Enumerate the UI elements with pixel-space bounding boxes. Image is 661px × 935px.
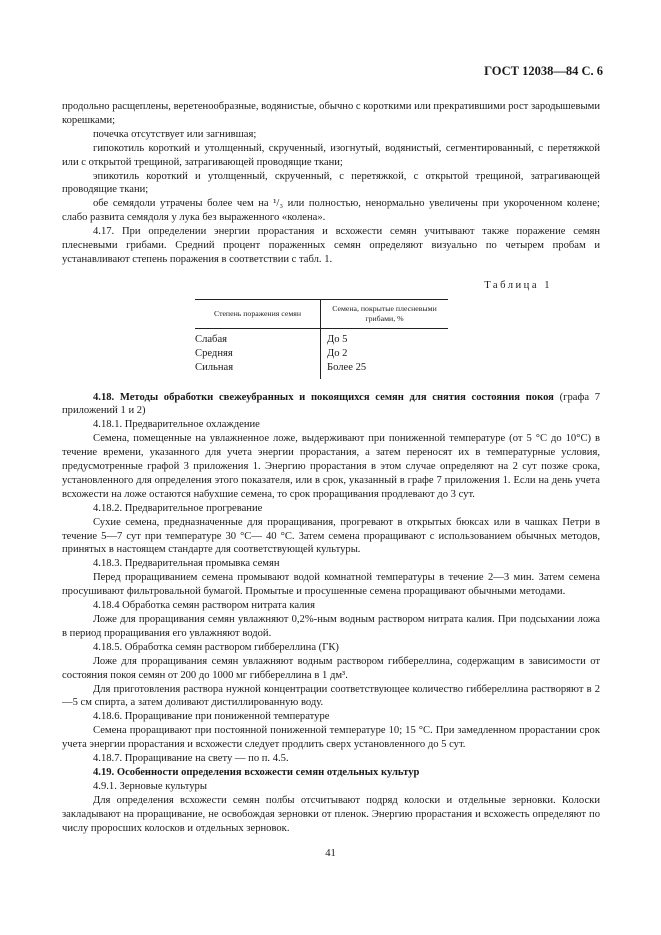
paragraph: Семена проращивают при постоянной пониженной температуре 10; 15 °С. При замедленном прорастании срок учета энергии прорастания и всхожести следует продлить сверх установленного до 5 сут. (62, 725, 600, 751)
table-header-percent: Семена, покрытые плесневыми грибами, % (321, 299, 449, 328)
section-heading-4-19: 4.19. Особенности определения всхожести семян отдельных культур (93, 766, 420, 778)
section-title-tail: (графа 7 приложений 1 и 2) (62, 391, 600, 417)
subsection-title: 4.18.7. Проращивание на свету — по п. 4.5. (93, 753, 289, 765)
table-row (195, 361, 448, 379)
paragraph: эпикотиль короткий и утолщенный, скрученный, с перетяжкой, с открытой трещиной, затрагивающей проводящие ткани; (62, 170, 600, 196)
section-heading-4-18 (62, 391, 600, 419)
table-cell-degree: Сильная (195, 361, 321, 379)
table-cell-value: До 2 (327, 347, 348, 359)
table-cell-value: До 5 (327, 333, 348, 345)
paragraph: Для приготовления раствора нужной концентрации соответствующее количество гиббереллина растворяют в 2—5 см спирта, а затем доливают дистиллированную воду. (62, 683, 600, 709)
paragraph: почечка отсутствует или загнившая; (93, 128, 257, 140)
paragraph: 4.17. При определении энергии прорастания и всхожести семян учитывают также поражение семян плесневыми грибами. Средний процент пораженных семян определяют визуально по четырем пробам и устанавливают степень поражения в соответствии с табл. 1. (62, 226, 600, 265)
table-cell-value: Более 25 (327, 361, 367, 373)
paragraph: Ложе для проращивания семян увлажняют водным раствором гиббереллина, содержащим в зависимости от состояния покоя семян от 200 до 1000 мг гиббереллина в 1 дм³. (62, 655, 600, 681)
table-cell-degree: Слабая (195, 328, 321, 346)
subsection-title: 4.18.3. Предварительная промывка семян (93, 558, 280, 570)
table-caption: Таблица 1 (484, 279, 552, 291)
paragraph: Сухие семена, предназначенные для проращивания, прогревают в открытых бюксах или в чашках Петри в течение 5—7 сут при температуре 30 °С— 40 °С. Затем семена проращивают с использованием обычных методов, принятых в настоящем стандарте для соответствующей культуры. (62, 516, 600, 556)
table-cell-degree: Средняя (195, 347, 321, 361)
section-title: 4.18. Методы обработки свежеубранных и покоящихся семян для снятия состояния покоя (93, 391, 554, 403)
page-number: 41 (325, 848, 336, 859)
subsection-title: 4.18.4 Обработка семян раствором нитрата калия (93, 600, 315, 612)
subsection-title: 4.18.1. Предварительное охлаждение (93, 419, 260, 431)
page-header: ГОСТ 12038—84 С. 6 (484, 64, 603, 78)
table-row (195, 328, 448, 346)
damage-table (195, 299, 448, 379)
paragraph: гипокотиль короткий и утолщенный, скрученный, изогнутый, водянистый, сегментированный, с перетяжкой или с открытой трещиной, затрагивающей проводящие ткани; (62, 142, 600, 168)
body-text (62, 100, 600, 836)
subsection-title: 4.18.2. Предварительное прогревание (93, 502, 263, 514)
paragraph: Семена, помещенные на увлажненное ложе, выдерживают при пониженной температуре (от 5 °С до 10°С) в течение времени, указанного для учета энергии прорастания, а затем переносят их в температурные условия, предусмотренные графой 3 приложения 1. Энергию прорастания в этом случае определяют на 2 сут позже срока, установленного для определения этого показателя, или в срок, указанный в графе 7 приложения 1. Если на день учета всхожести на ложе остаются набухшие семена, то срок проращивания продлевают до 3 сут. (62, 433, 600, 500)
subsection-title: 4.18.5. Обработка семян раствором гиббереллина (ГК) (93, 641, 339, 653)
table-header-degree: Степень поражения семян (195, 299, 321, 328)
paragraph: Ложе для проращивания семян увлажняют 0,2%-ным водным раствором нитрата калия. При подсыхании ложа в период проращивания его увлажняют водой. (62, 614, 600, 639)
paragraph: обе семядоли утрачены более чем на ¹/₃ или полностью, ненормально увеличены при укороченном колене; слабо развита семядоля у лука без выраженного «колена». (62, 198, 600, 224)
subsection-title: 4.18.6. Проращивание при пониженной температуре (93, 711, 330, 723)
table-row (195, 347, 448, 361)
paragraph: Для определения всхожести семян полбы отсчитывают подряд колоски и отдельные зерновки. Колоски закладывают на проращивание, не освобождая зерновки от пленок. Энергию прорастания и всхожесть определяют по числу проросших колосков и отдельных зерновок. (62, 794, 600, 834)
paragraph: продольно расщеплены, веретенообразные, водянистые, обычно с короткими или прекратившими рост зародышевыми корешками; (62, 101, 600, 126)
paragraph: Перед проращиванием семена промывают водой комнатной температуры в течение 2—3 мин. Затем семена просушивают фильтровальной бумагой. Промытые и просушенные семена проращивают обычными методами. (62, 572, 600, 598)
subsection-title: 4.9.1. Зерновые культуры (93, 780, 207, 792)
